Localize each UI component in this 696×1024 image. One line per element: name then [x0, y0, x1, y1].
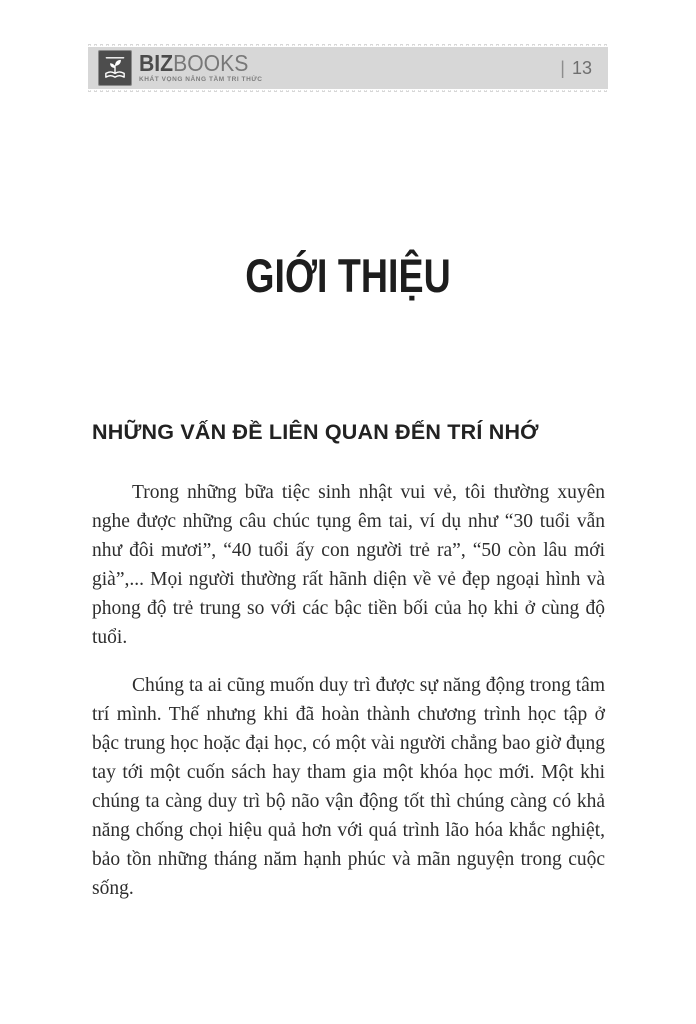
logo-text — [139, 52, 263, 84]
brand-tagline: KHÁT VỌNG NÂNG TẦM TRI THỨC — [139, 76, 263, 84]
section-heading: NHỮNG VẤN ĐỀ LIÊN QUAN ĐẾN TRÍ NHỚ — [92, 420, 539, 444]
chapter-title: GIỚI THIỆU — [245, 249, 451, 302]
brand-biz: BIZ — [139, 50, 174, 77]
paragraph: Chúng ta ai cũng muốn duy trì được sự năng động trong tâm trí mình. Thế nhưng khi đã hoàn thành chương trình học tập ở bậc trung học hoặc đại học, có một vài người chẳng bao giờ đụng tay tới một cuốn sách hay tham gia một khóa học mới. Một khi chúng ta càng duy trì bộ não vận động tốt thì chúng càng có khả năng chống chọi hiệu quả hơn với quá trình lão hóa khắc nghiệt, bảo tồn những tháng năm hạnh phúc và mãn nguyện trong cuộc sống. — [92, 675, 605, 899]
bizbooks-logo — [98, 50, 263, 86]
page-number-divider: | — [560, 57, 565, 78]
bizbooks-logo-icon — [98, 50, 132, 86]
page-number — [560, 58, 592, 79]
brand-books: BOOKS — [173, 50, 249, 77]
page-number-value: 13 — [571, 57, 592, 78]
page-header — [88, 47, 608, 89]
paragraph: Trong những bữa tiệc sinh nhật vui vẻ, tôi thường xuyên nghe được những câu chúc tụng êm tai, ví dụ như “30 tuổi vẫn như đôi mươi”, “40 tuổi ấy con người trẻ ra”, “50 còn lâu mới già”,... Mọi người thường rất hãnh diện về vẻ đẹp ngoại hình và phong độ trẻ trung so với các bậc tiền bối của họ khi ở cùng độ tuổi. — [92, 482, 605, 648]
brand-name — [139, 52, 253, 75]
body-text — [92, 478, 605, 922]
